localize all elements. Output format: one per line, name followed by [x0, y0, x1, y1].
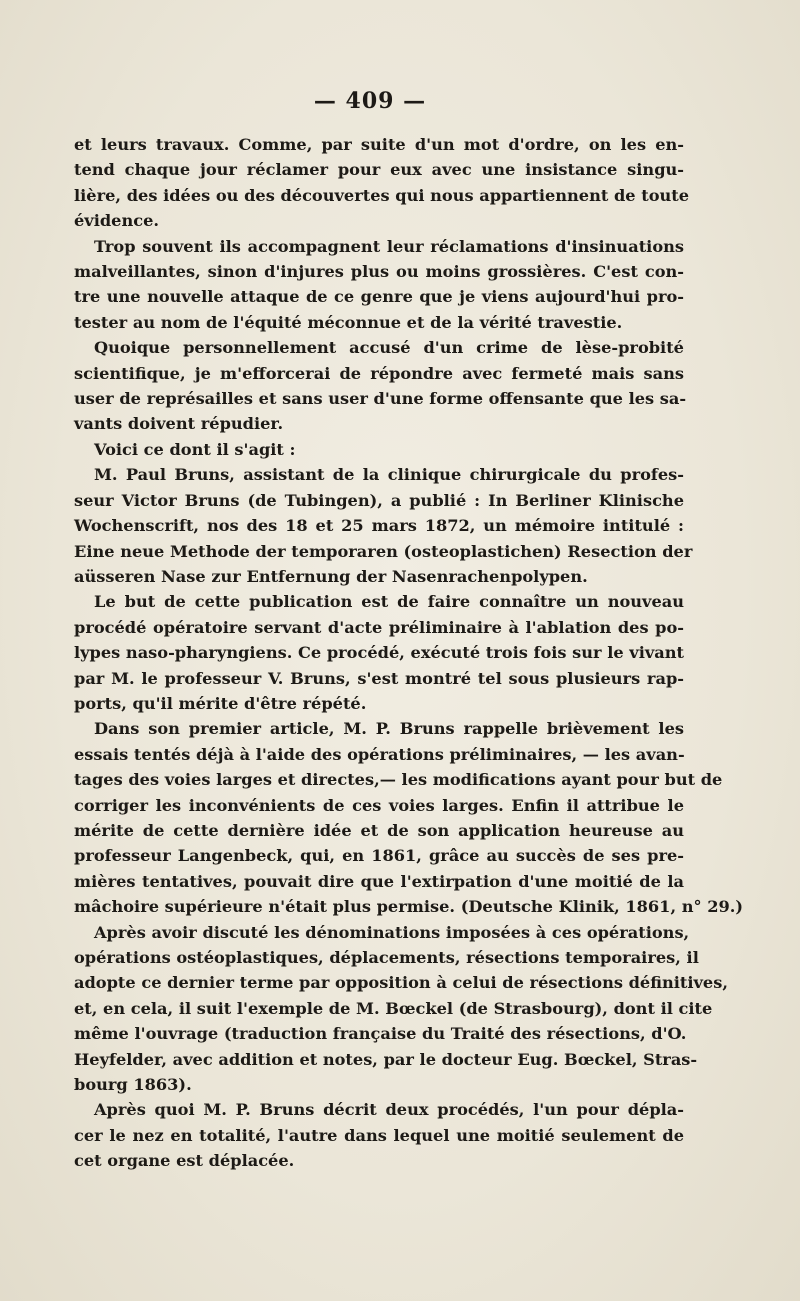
text-line: même l'ouvrage (traduction française du Traité des résections, d'O.	[74, 1024, 687, 1044]
paragraph	[74, 920, 728, 1098]
text-line: mières tentatives, pouvait dire que l'extirpation d'une moitié de la	[74, 871, 684, 891]
paragraph	[74, 716, 744, 919]
text-line: adopte ce dernier terme par opposition à celui de résections définitives,	[74, 973, 728, 993]
paragraph	[74, 589, 684, 716]
text-line: et leurs travaux. Comme, par suite d'un mot d'ordre, on les en-	[74, 135, 684, 154]
page-number: — 409 —	[313, 88, 427, 114]
text-line: mérite de cette dernière idée et de son application heureuse au	[74, 820, 684, 840]
text-line: Dans son premier article, M. P. Bruns rappelle brièvement les	[94, 719, 684, 739]
text-line: professeur Langenbeck, qui, en 1861, grâce au succès de ses pre-	[74, 846, 684, 866]
text-line: seur Victor Bruns (de Tubingen), a publié : In Berliner Klinische	[74, 490, 684, 510]
text-line: bourg 1863).	[74, 1075, 192, 1095]
text-line: cer le nez en totalité, l'autre dans lequel une moitié seulement de	[74, 1125, 684, 1145]
text-line: aüsseren Nase zur Entfernung der Nasenrachenpolypen.	[74, 566, 588, 586]
text-line: opérations ostéoplastiques, déplacements, résections temporaires, il	[74, 948, 699, 967]
paragraph	[74, 437, 684, 462]
paragraph	[74, 234, 684, 336]
text-line: tre une nouvelle attaque de ce genre que je viens aujourd'hui pro-	[74, 287, 684, 307]
text-line: par M. le professeur V. Bruns, s'est montré tel sous plusieurs rap-	[74, 668, 684, 688]
text-line: Après avoir discuté les dénominations imposées à ces opérations,	[94, 922, 690, 942]
text-line: Trop souvent ils accompagnent leur réclamations d'insinuations	[94, 236, 684, 256]
text-line: Après quoi M. P. Bruns décrit deux procédés, l'un pour dépla-	[94, 1100, 684, 1120]
text-line: scientifique, je m'efforcerai de répondre avec fermeté mais sans	[74, 363, 684, 383]
text-line: mâchoire supérieure n'était plus permise. (Deutsche Klinik, 1861, n° 29.)	[74, 897, 744, 917]
text-line: tend chaque jour réclamer pour eux avec une insistance singu-	[74, 160, 684, 180]
paragraph	[74, 1097, 684, 1173]
paragraph	[74, 462, 693, 589]
text-line: malveillantes, sinon d'injures plus ou moins grossières. C'est con-	[74, 262, 684, 282]
text-line: Eine neue Methode der temporaren (osteoplastichen) Resection der	[74, 541, 693, 561]
text-line: lypes naso-pharyngiens. Ce procédé, exécuté trois fois sur le vivant	[74, 643, 684, 663]
text-line: Le but de cette publication est de faire connaître un nouveau	[94, 592, 684, 612]
body-text	[74, 132, 744, 1174]
text-line: corriger les inconvénients de ces voies larges. Enfin il attribue le	[74, 795, 684, 815]
text-line: M. Paul Bruns, assistant de la clinique chirurgicale du profes-	[94, 465, 684, 485]
text-line: lière, des idées ou des découvertes qui nous appartiennent de toute	[74, 185, 690, 205]
text-line: Quoique personnellement accusé d'un crime de lèse-probité	[94, 338, 684, 358]
text-line: et, en cela, il suit l'exemple de M. Bœckel (de Strasbourg), dont il cite	[74, 998, 713, 1018]
text-line: évidence.	[74, 211, 160, 231]
text-line: tester au nom de l'équité méconnue et de la vérité travestie.	[74, 312, 623, 332]
text-line: vants doivent répudier.	[74, 414, 284, 434]
text-line: cet organe est déplacée.	[74, 1151, 295, 1171]
text-line: tages des voies larges et directes,— les modifications ayant pour but de	[74, 770, 723, 790]
text-line: procédé opératoire servant d'acte préliminaire à l'ablation des po-	[74, 617, 684, 637]
text-line: Heyfelder, avec addition et notes, par le docteur Eug. Bœckel, Stras-	[74, 1049, 698, 1069]
text-line: Wochenscrift, nos des 18 et 25 mars 1872, un mémoire intitulé :	[74, 516, 684, 536]
paragraph	[74, 132, 690, 234]
paragraph	[74, 335, 687, 437]
text-line: ports, qu'il mérite d'être répété.	[74, 693, 367, 713]
text-line: user de représailles et sans user d'une forme offensante que les sa-	[74, 389, 687, 409]
text-line: essais tentés déjà à l'aide des opérations préliminaires, — les avan-	[74, 744, 685, 764]
text-line: Voici ce dont il s'agit :	[94, 439, 296, 459]
